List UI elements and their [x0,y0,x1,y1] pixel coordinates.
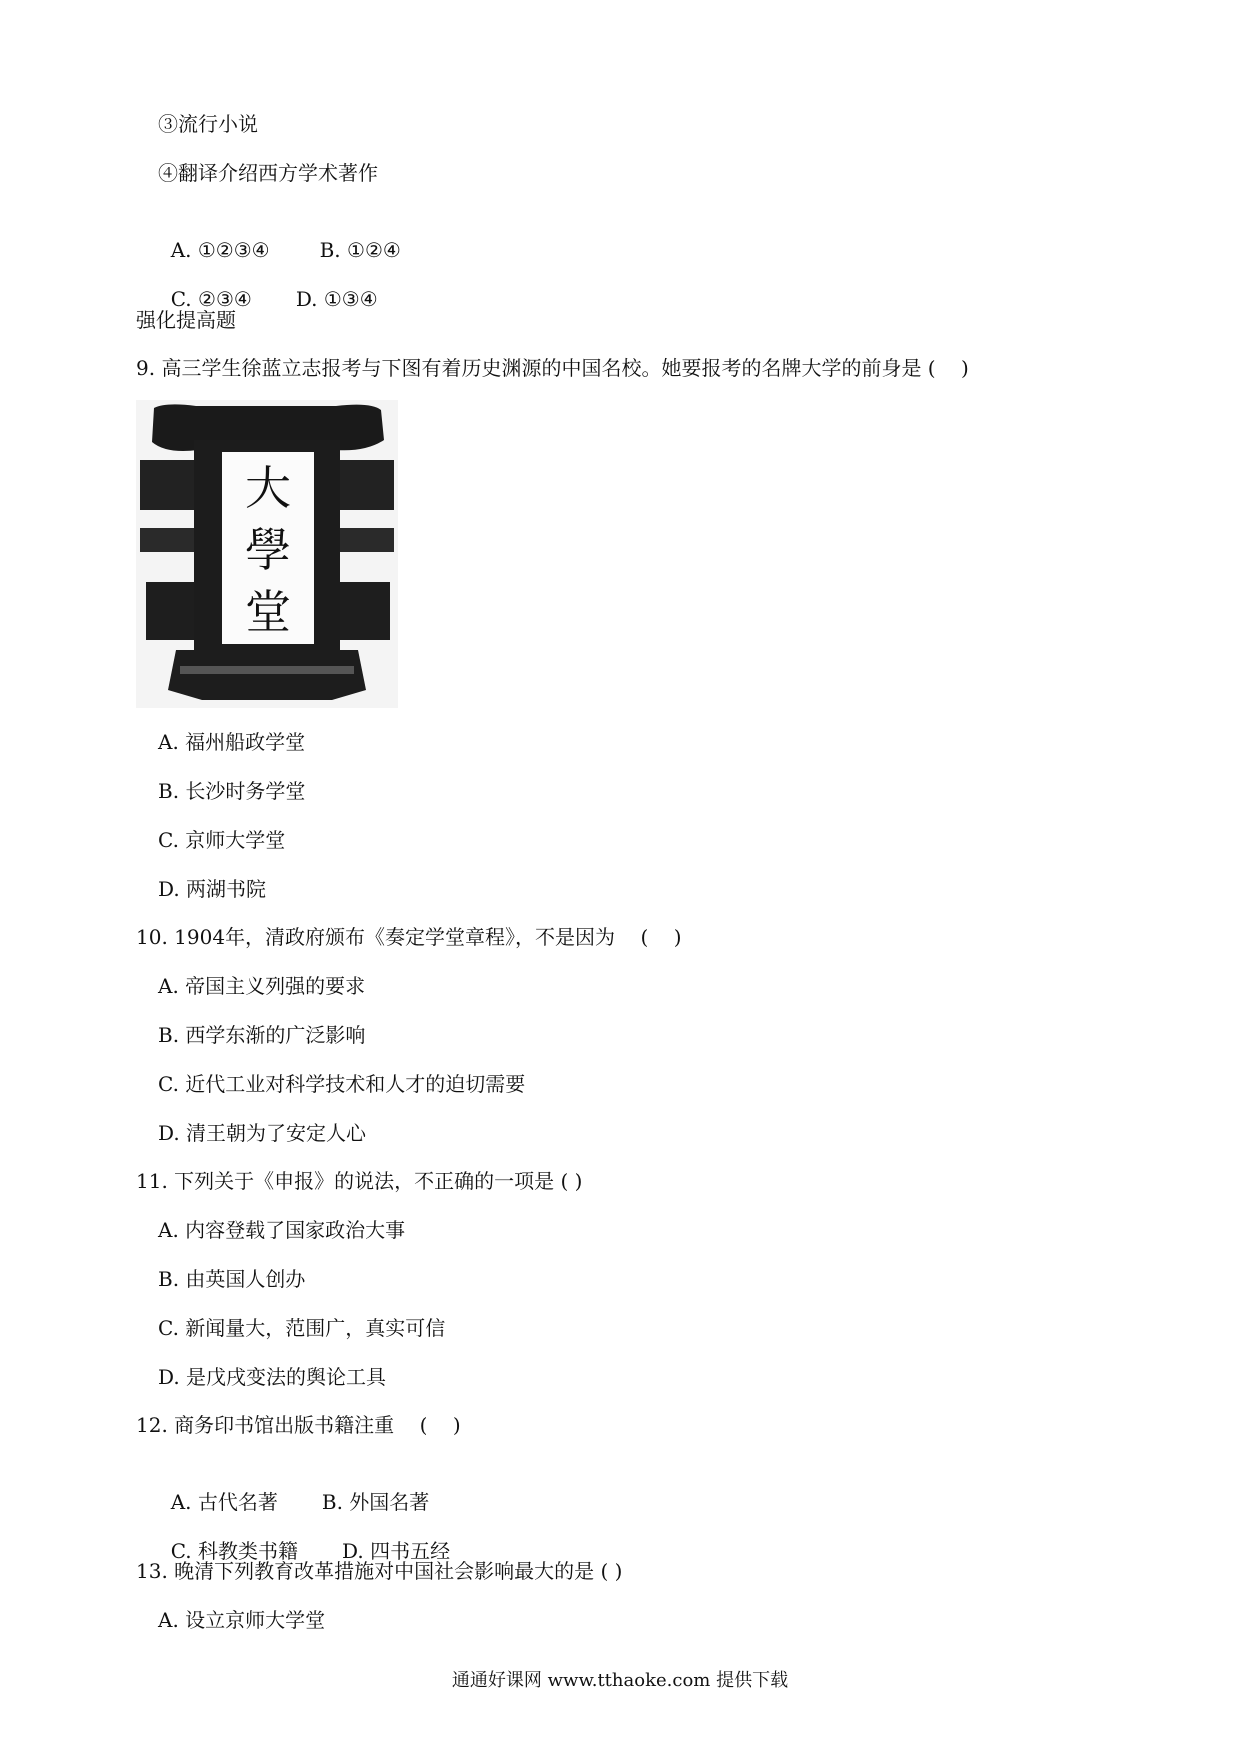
q12-option-a: A. 古代名著 [170,1490,278,1514]
q11-option-a: A. 内容登载了国家政治大事 [158,1218,406,1242]
q11-option-c: C. 新闻量大，范围广，真实可信 [158,1316,446,1340]
q10-option-c: C. 近代工业对科学技术和人才的迫切需要 [158,1072,526,1096]
q13-option-a: A. 设立京师大学堂 [158,1608,326,1632]
q9-option-c: C. 京师大学堂 [158,828,286,852]
q10-option-d: D. 清王朝为了安定人心 [158,1121,367,1145]
q12-stem: 12. 商务印书馆出版书籍注重 ( ) [136,1413,461,1437]
q10-option-a: A. 帝国主义列强的要求 [158,974,366,998]
section-title: 强化提高题 [136,308,236,332]
q13-stem: 13. 晚清下列教育改革措施对中国社会影响最大的是 ( ) [136,1559,623,1583]
q8-option-4: ④翻译介绍西方学术著作 [158,161,378,185]
q9-option-a: A. 福州船政学堂 [158,730,306,754]
q8-choice-c: C. ②③④ [170,287,252,311]
q11-option-b: B. 由英国人创办 [158,1267,306,1291]
q10-option-b: B. 西学东渐的广泛影响 [158,1023,366,1047]
daxuetang-plaque-photo [136,400,398,708]
q10-stem: 10. 1904年，清政府颁布《奏定学堂章程》，不是因为 ( ) [136,925,682,949]
q11-stem: 11. 下列关于《申报》的说法，不正确的一项是 ( ) [136,1169,583,1193]
q8-choices-row-1 [158,208,401,264]
plaque-illustration [136,400,398,708]
q12-choices-row-1 [158,1460,429,1516]
plaque-char-3: 堂 [245,585,291,639]
q12-option-c: C. 科教类书籍 [170,1539,299,1563]
q9-option-b: B. 长沙时务学堂 [158,779,306,803]
q12-option-d: D. 四书五经 [342,1539,451,1563]
q9-stem: 9. 高三学生徐蓝立志报考与下图有着历史渊源的中国名校。她要报考的名牌大学的前身是 ( ) [136,356,969,380]
plaque-char-2: 學 [245,523,291,577]
page-footer: 通通好课网 www.tthaoke.com 提供下载 [451,1670,789,1691]
q12-option-b: B. 外国名著 [321,1490,430,1514]
q8-choices-row-2 [158,257,378,313]
q9-option-d: D. 两湖书院 [158,877,267,901]
q8-choice-b: B. ①②④ [319,238,401,262]
q8-choice-a: A. ①②③④ [170,238,270,262]
q11-option-d: D. 是戊戌变法的舆论工具 [158,1365,387,1389]
plaque-char-1: 大 [245,461,291,515]
q8-option-3: ③流行小说 [158,112,258,136]
q8-choice-d: D. ①③④ [295,287,378,311]
